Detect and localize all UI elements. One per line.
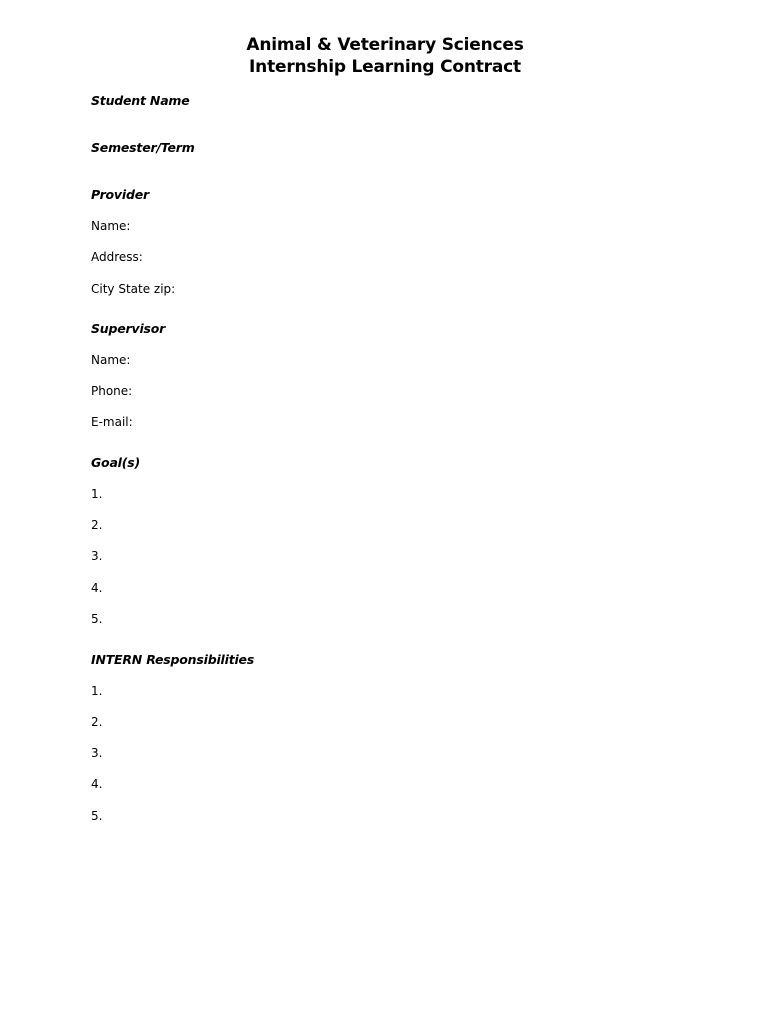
- responsibility-item-3: 3.: [91, 746, 103, 760]
- document-title-line-2: Internship Learning Contract: [249, 57, 521, 77]
- provider-heading: Provider: [91, 187, 149, 202]
- provider-name-label: Name:: [91, 219, 131, 233]
- goal-item-5: 5.: [91, 612, 103, 626]
- supervisor-heading: Supervisor: [91, 321, 166, 336]
- intern-responsibilities-heading: INTERN Responsibilities: [91, 652, 255, 667]
- goal-item-1: 1.: [91, 487, 103, 501]
- supervisor-phone-label: Phone:: [91, 384, 133, 398]
- supervisor-name-label: Name:: [91, 353, 131, 367]
- student-name-heading: Student Name: [91, 93, 190, 108]
- goals-heading: Goal(s): [91, 455, 141, 470]
- supervisor-email-label: E-mail:: [91, 415, 133, 429]
- responsibility-item-4: 4.: [91, 777, 103, 791]
- responsibility-item-1: 1.: [91, 684, 103, 698]
- provider-city-state-zip-label: City State zip:: [91, 282, 176, 296]
- responsibility-item-2: 2.: [91, 715, 103, 729]
- goal-item-2: 2.: [91, 518, 103, 532]
- responsibility-item-5: 5.: [91, 809, 103, 823]
- provider-address-label: Address:: [91, 250, 143, 264]
- document-title-line-1: Animal & Veterinary Sciences: [246, 35, 524, 55]
- goal-item-4: 4.: [91, 581, 103, 595]
- goal-item-3: 3.: [91, 549, 103, 563]
- semester-term-heading: Semester/Term: [91, 140, 195, 155]
